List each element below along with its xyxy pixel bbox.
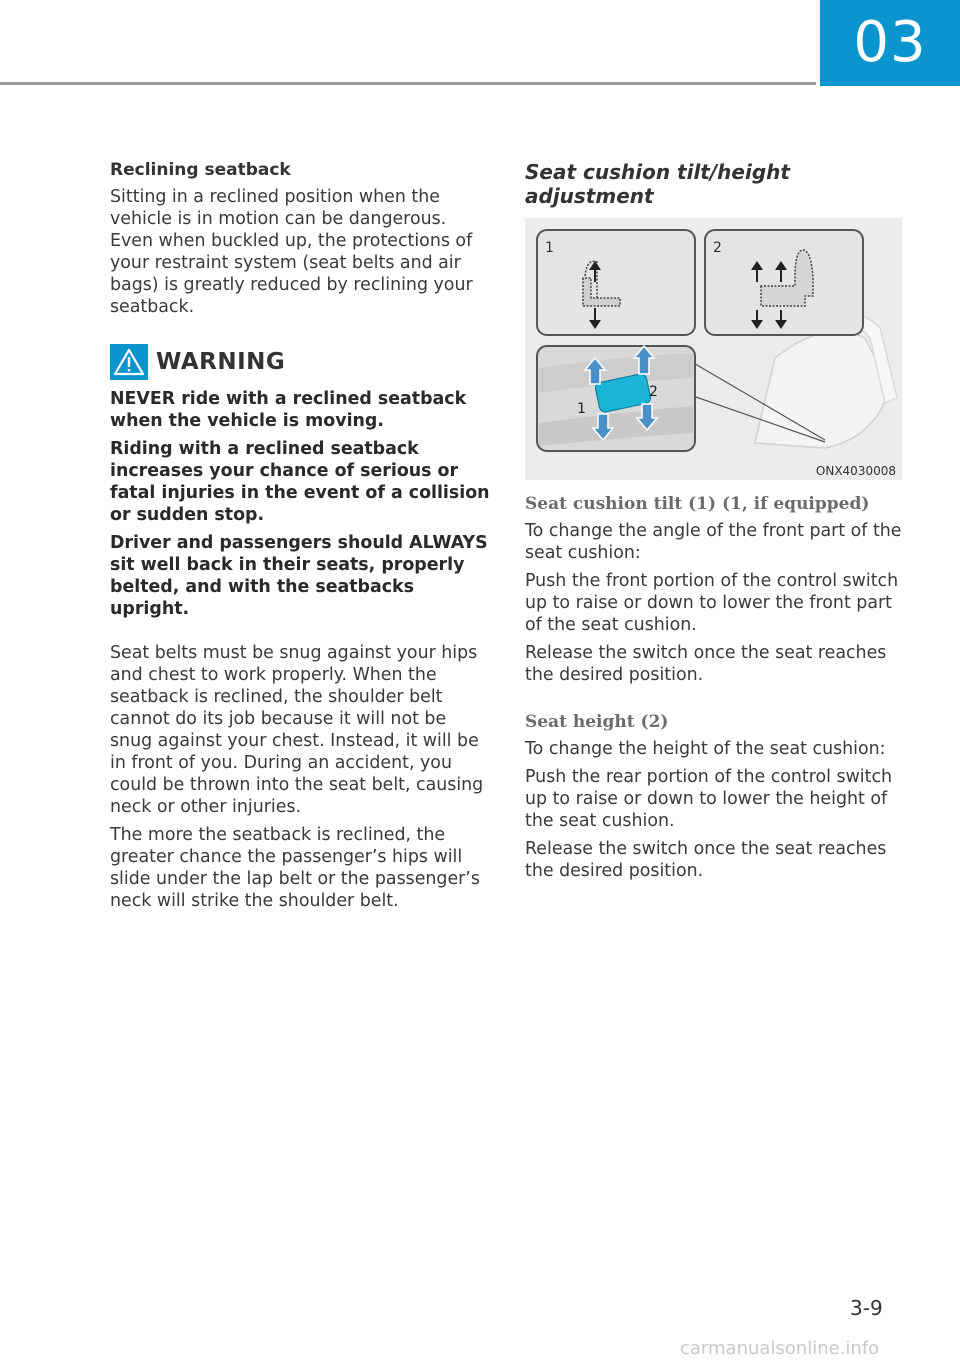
tilt-heading: Seat cushion tilt (1) (1, if equipped) [525, 494, 870, 514]
section-title: Seat cushion tilt/height adjustment [525, 160, 790, 208]
switch-label-1: 1 [577, 401, 586, 417]
height-paragraph: Release the switch once the seat reaches the desired position. [525, 839, 887, 881]
seatbelt-paragraph: Seat belts must be snug against your hips and chest to work properly. When the seatback is reclined, the shoulder belt cannot do its job because it will not be snug against your chest. Instead, it will be in front of you. During an accident, you could be thrown into the seat belt, causing neck or other injuries. [110, 643, 484, 817]
left-column [110, 160, 490, 918]
header-rule [0, 82, 816, 85]
tilt-paragraph: Push the front portion of the control switch up to raise or down to lower the front part of the seat cushion. [525, 571, 899, 635]
switch-label-2: 2 [649, 384, 658, 400]
recline-paragraph: The more the seatback is reclined, the greater chance the passenger’s hips will slide under the lap belt or the passenger’s neck will strike the shoulder belt. [110, 825, 480, 911]
warning-icon [110, 344, 148, 380]
seat-adjust-figure [525, 218, 902, 480]
height-heading: Seat height (2) [525, 712, 669, 732]
chapter-tab: 03 [820, 0, 960, 86]
watermark: carmanualsonline.info [680, 1338, 880, 1359]
panel2-label: 2 [713, 240, 722, 256]
panel1-label: 1 [545, 240, 554, 256]
figure-caption: ONX4030008 [815, 464, 896, 478]
warning-line: Riding with a reclined seatback increases your chance of serious or fatal injuries in the event of a collision or sudden stop. [110, 439, 490, 525]
warning-title: WARNING [156, 349, 286, 375]
right-column [525, 160, 905, 888]
warning-header [110, 344, 490, 380]
seat-illustration [525, 218, 902, 480]
warning-line: NEVER ride with a reclined seatback when the vehicle is moving. [110, 389, 467, 431]
tilt-paragraph: To change the angle of the front part of the seat cushion: [525, 521, 902, 563]
page-number: 3-9 [850, 1296, 883, 1320]
height-paragraph: Push the rear portion of the control switch up to raise or down to lower the height of the seat cushion. [525, 767, 893, 831]
subheading-reclining: Reclining seatback [110, 160, 291, 180]
warning-line: Driver and passengers should ALWAYS sit well back in their seats, properly belted, and with the seatbacks upright. [110, 533, 488, 619]
intro-paragraph: Sitting in a reclined position when the vehicle is in motion can be dangerous. Even when buckled up, the protections of your restraint system (seat belts and air bags) is greatly reduced by reclining your seatback. [110, 187, 473, 317]
tilt-paragraph: Release the switch once the seat reaches the desired position. [525, 643, 887, 685]
height-paragraph: To change the height of the seat cushion: [525, 739, 886, 759]
